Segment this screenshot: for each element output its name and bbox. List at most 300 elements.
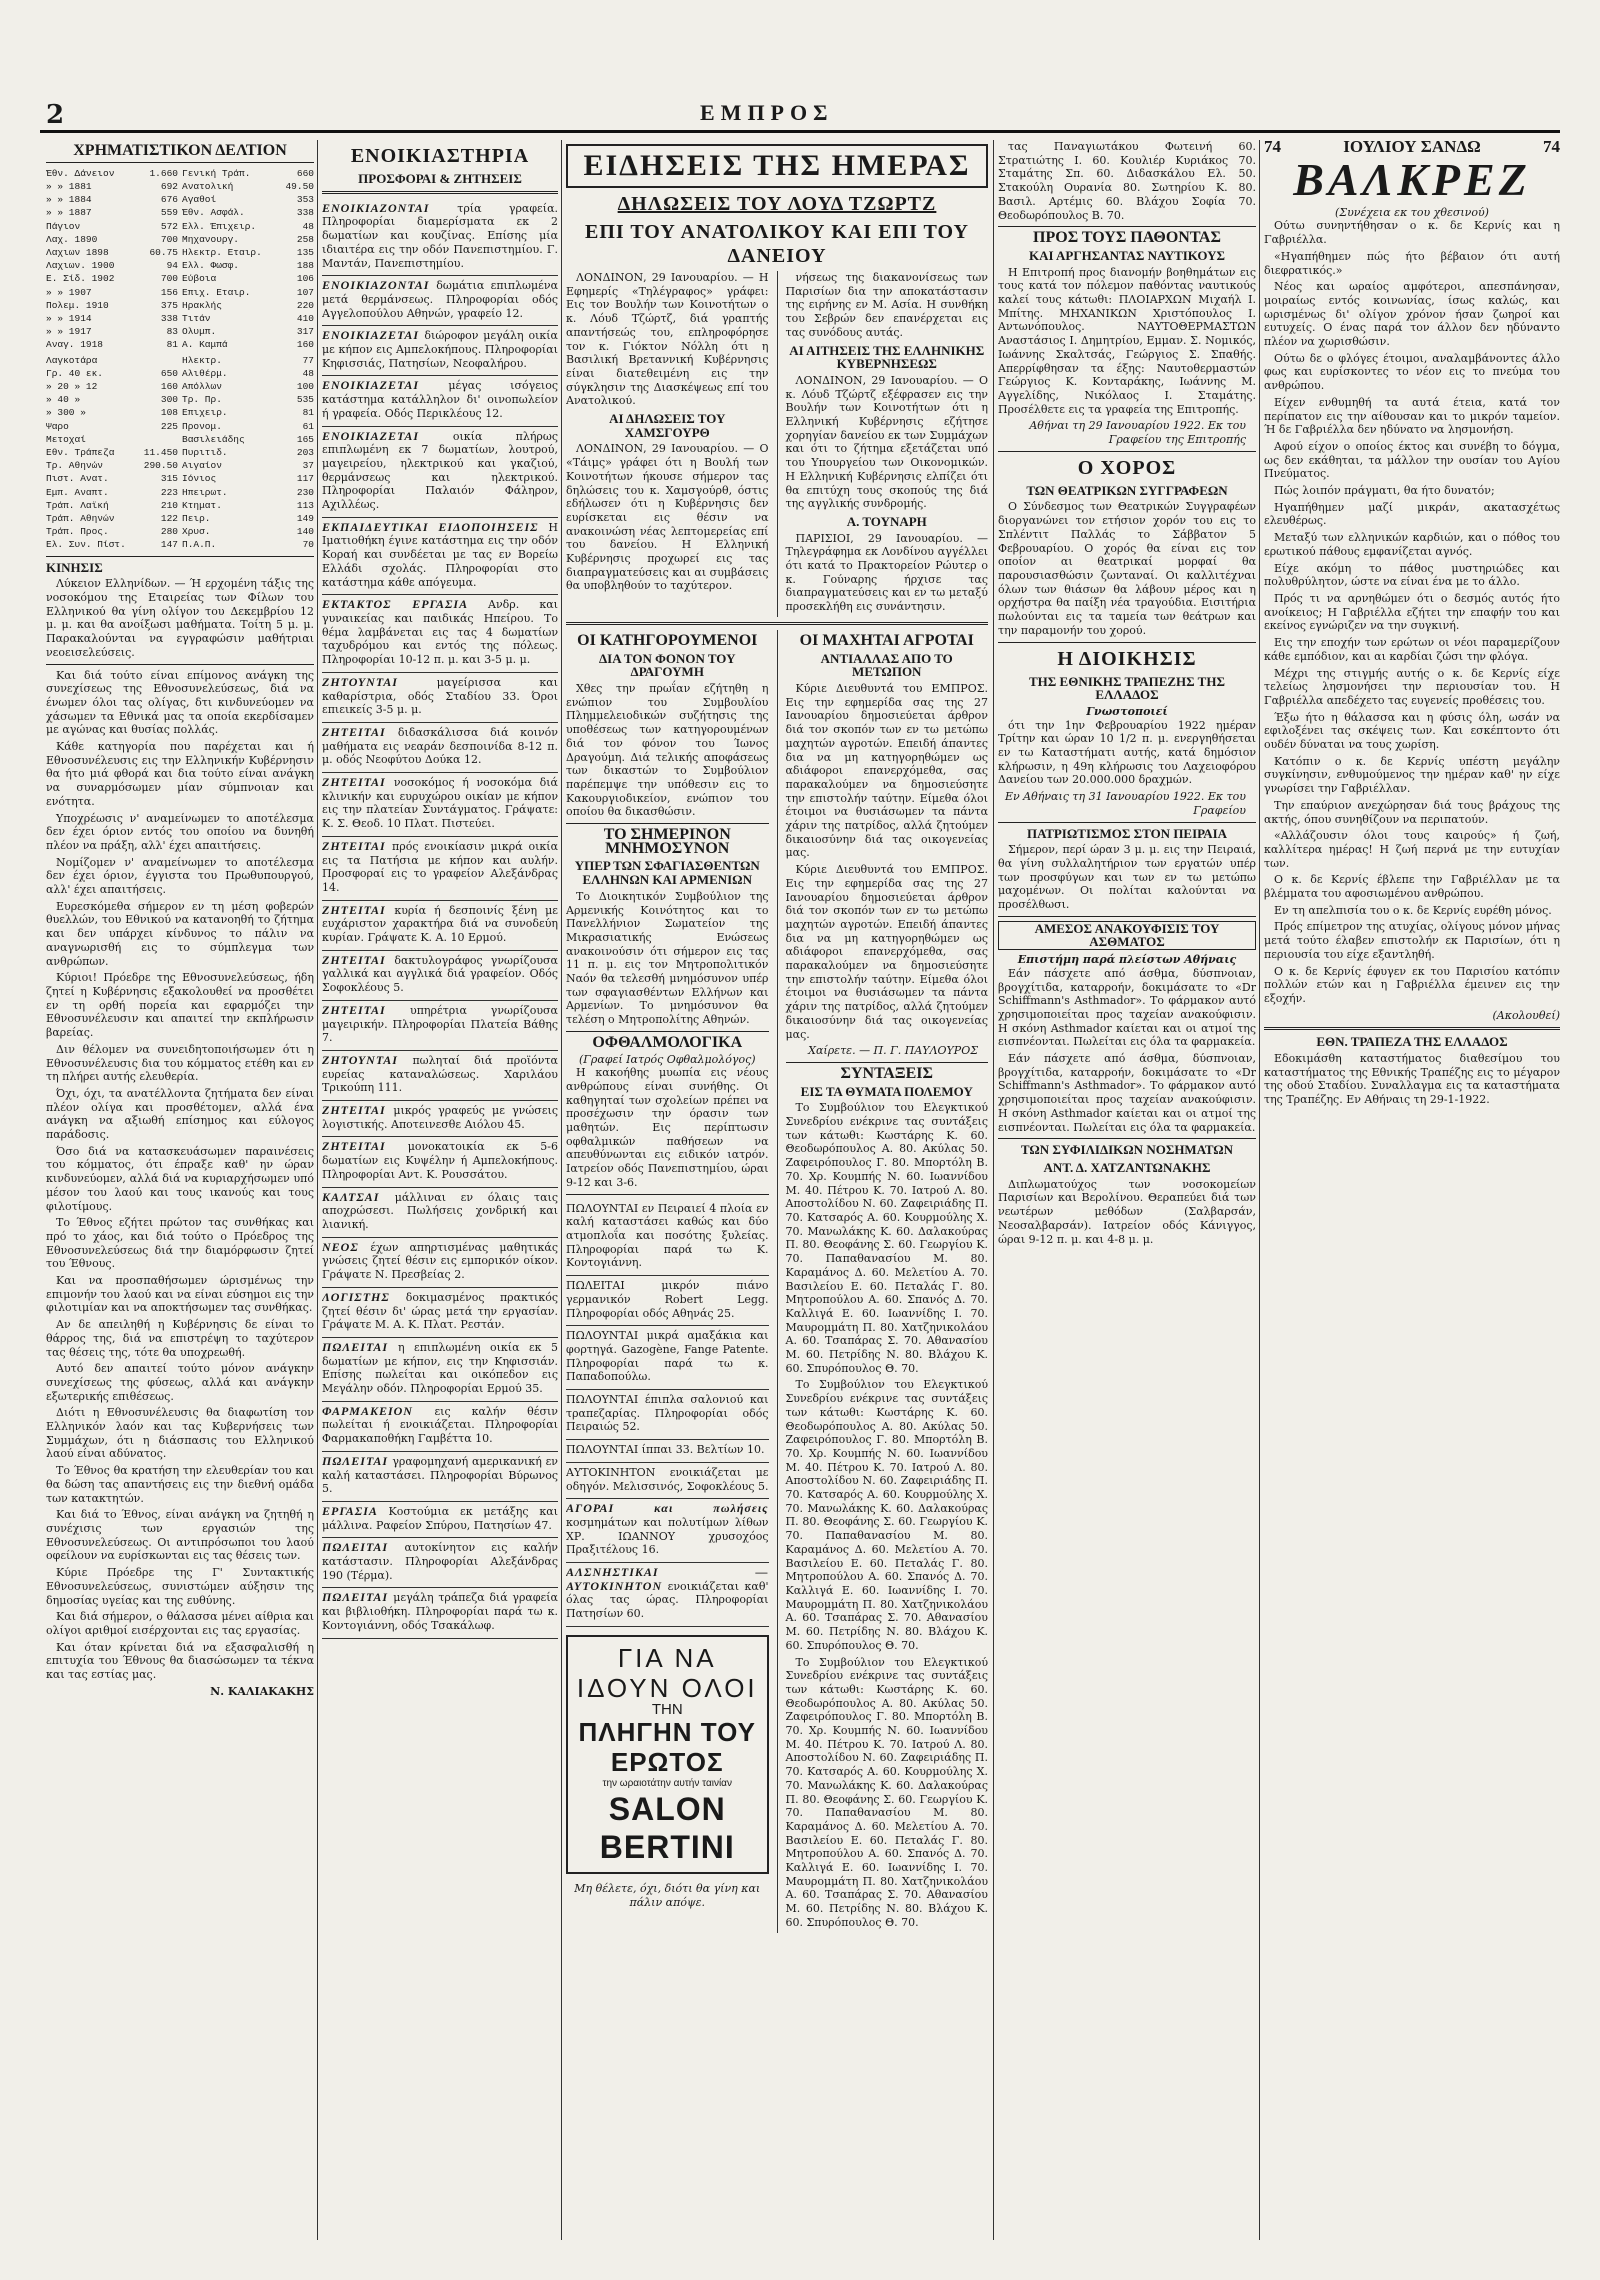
stock-row: [46, 180, 178, 193]
sailors-subtitle: ΚΑΙ ΑΡΓΗΣΑΝΤΑΣ ΝΑΥΤΙΚΟΥΣ: [1028, 247, 1226, 263]
news-classified-ad: ΠΩΛΕΙΤΑΙ μικρόν πιάνο γερμανικόν Robert Legg. Πληροφορίαι οδός Αθηνάς 25.: [566, 1276, 769, 1326]
stock-name: Τράπ. Αθηνών: [46, 512, 115, 524]
stock-row: [46, 246, 178, 259]
column-news: [566, 140, 988, 2240]
stock-row: [46, 393, 178, 406]
ball-subtitle: ΤΩΝ ΘΕΑΤΡΙΚΩΝ ΣΥΓΓΡΑΦΕΩΝ: [1026, 482, 1228, 498]
classifieds-subheading: ΠΡΟΣΦΟΡΑΙ & ΖΗΤΗΣΕΙΣ: [358, 171, 522, 186]
accused-subtitle: ΔΙΑ ΤΟΝ ΦΟΝΟΝ ΤΟΥ ΔΡΑΓΟΥΜΗ: [599, 650, 736, 680]
stock-row: [182, 180, 314, 193]
classified-ad: [322, 673, 558, 723]
serial-paragraph: «Ηγαπήθημεν πώς ήτο βέβαιον ότι αυτή διεφρατικός.»: [1264, 249, 1560, 277]
stock-row: [46, 338, 178, 351]
stock-name: » 300 »: [46, 407, 86, 419]
column-rule: [1259, 140, 1260, 2240]
masthead: [40, 100, 1560, 133]
serial-paragraph: Μεταξύ των ελληνικών καρδιών, και ο πόθος του ερωτικού πάθους εμφανίζεται αγνός.: [1264, 531, 1560, 558]
ad-keyword: ΖΗΤΕΙΤΑΙ: [322, 902, 395, 917]
ad-text: διδασκάλισσα διά κοινόν μαθήματα εις νεαράν δεσποινίδα 8-12 π. μ. οδός Νεοφύτου Δούκα 12.: [322, 725, 558, 767]
ad-keyword: ΖΗΤΕΙΤΑΙ: [322, 1139, 408, 1154]
stock-row: [46, 206, 178, 219]
memorial-subtitle: ΥΠΕΡ ΤΩΝ ΣΦΑΓΙΑΣΘΕΝΤΩΝ ΕΛΛΗΝΩΝ ΚΑΙ ΑΡΜΕΝΙΩΝ: [574, 858, 760, 888]
news-classified-ad: ΑΥΤΟΚΙΝΗΤΟΝ ενοικιάζεται με οδηγόν. Μελισσινός, Σοφοκλέους 5.: [566, 1463, 769, 1499]
news-classifieds: [566, 1199, 769, 1500]
ad-text: κυρία ή δεσποινίς ξένη με ευχάριστον χαρακτήρα διά να συνοδεύη κυρίαν. Γράψατε Κ. Α. 10 Ερμού.: [322, 903, 558, 945]
stock-price: 700: [160, 273, 178, 285]
news-classified-ad: ΠΩΛΟΥΝΤΑΙ έπιπλα σαλονιού και τραπεζαρίας. Πληροφορίαι οδός Πειραιώς 52.: [566, 1390, 769, 1440]
stock-name: Ηλεκτρ.: [182, 354, 222, 366]
stock-name: Πυριτιδ.: [182, 446, 228, 458]
stock-row: [182, 538, 314, 551]
stock-row: [182, 512, 314, 525]
stock-row: [46, 499, 178, 512]
stock-row: [46, 167, 178, 180]
serial-paragraph: Εν τη απελπισία του ο κ. δε Κερνίς ευρέθη μόνος.: [1274, 903, 1552, 917]
bank-notice-subtitle: ΤΗΣ ΕΘΝΙΚΗΣ ΤΡΑΠΕΖΗΣ ΤΗΣ ΕΛΛΑΔΟΣ: [1029, 673, 1225, 703]
stock-row: [46, 259, 178, 272]
ad-text: πωληταί διά προϊόντα ευρείας καταναλώσεως. Χαριλάου Τρικούπη 111.: [322, 1053, 558, 1095]
ad-text: διώροφον μεγάλη οικία με κήπον εις Αμπελοκήπους. Πληροφορίαι Κηφισσιάς, Πατησίων, Νεοφαλήρου.: [322, 329, 558, 370]
asthma-subtitle: Επιστήμη παρά πλείστων Αθήναις: [1017, 953, 1237, 967]
stock-name: Αιγαίον: [182, 460, 222, 472]
stock-price: 70: [302, 539, 314, 551]
editorial-paragraph: Το Έθνος θα κρατήση την ελευθερίαν του και θα δώση τας απαντήσεις εις την διεθνή ομάδα των κατακτητών.: [46, 1464, 314, 1505]
stock-row: [46, 367, 178, 380]
farmers-text-2: Κύριε Διευθυντά του ΕΜΠΡΟΣ. Εις την εφημερίδα σας της 27 Ιανουαρίου δημοσιεύεται άρθρον διά τον σκοπόν των εν τω μετώπω μαχητών αγροτών. Επειδή άπαντες δια να μη κατηγορηθώμεν ως αδιάφοροι επανερχόμεθα, σας παρακαλούμεν να δημοσιεύσητε την επιστολήν ταύτην. Είμεθα όλοι έτοιμοι να θυσιάσωμεν τα πάντα χάριν της πατρίδος, αλλά ζητούμεν δικαιοσύνην διά τας οικογενείας μας.: [785, 863, 988, 1041]
bank-notice-title: Η ΔΙΟΙΚΗΣΙΣ: [1057, 647, 1197, 670]
stock-row: [182, 472, 314, 485]
stock-name: Μηχανουργ.: [182, 233, 240, 245]
stock-name: Ελ. Συν. Πίστ.: [46, 539, 126, 551]
sailors-title: ΠΡΟΣ ΤΟΥΣ ΠΑΘΟΝΤΑΣ: [1033, 229, 1221, 247]
ad-text: δακτυλογράφος γνωρίζουσα γαλλικά και αγγλικά διά γραφείον. Οδός Σοφοκλέους 5.: [322, 953, 558, 995]
column-financial: [46, 140, 314, 2240]
news-classified-ad: ΠΩΛΟΥΝΤΑΙ εν Πειραιεί 4 πλοία εν καλή καταστάσει καθώς και δύο ατμοπλοΐα και ποσότης ξυλείας. Πληροφορίαι παρά τω Κ. Κοντογιάννη.: [566, 1199, 769, 1277]
editorial-paragraph: Και διά το Έθνος, είναι ανάγκη να ζητηθή η συνέχισις των εργασιών της Εθνοσυνελεύσεως. Οι αντιπρόσωποι του λαού οφείλουν να ευρίσκωνται εις τας θέσεις των.: [46, 1508, 314, 1563]
editorial-paragraph: Ευρεσκόμεθα σήμερον εν τη μέση φοβερών θυελλών, του Εθνικού να κατανοηθή το ζήτημα και δεν υπάρχει κίνδυνος το πάλιν να αναγνωρισθή εις το σύμπλεγμα των ανθρώπων.: [46, 899, 314, 968]
serial-paragraph: Πώς λοιπόν πράγματι, θα ήτο δυνατόν;: [1274, 484, 1495, 498]
kinisis-heading: ΚΙΝΗΣΙΣ: [46, 559, 103, 575]
stock-price: 650: [160, 367, 178, 379]
stock-row: [182, 380, 314, 393]
stock-price: 61: [302, 420, 314, 432]
stock-name: Προνομ.: [182, 420, 222, 432]
stock-name: » » 1887: [46, 207, 92, 219]
stock-price: 37: [302, 460, 314, 472]
serial-author: ΙΟΥΛΙΟΥ ΣΑΝΔΩ: [1343, 140, 1481, 156]
serial-paragraph: Πρός επίμετρον της ατυχίας, ολίγους μόνον μήνας μετά τούτο έλαβεν επιστολήν εκ Παρισίων, ότι η περιουσία του είχε εξαντληθή.: [1264, 920, 1560, 961]
stock-price: 81: [166, 339, 178, 351]
stock-price: 122: [160, 512, 178, 524]
stock-name: Κτηματ.: [182, 499, 222, 511]
patriotism-title: ΠΑΤΡΙΩΤΙΣΜΟΣ ΣΤΟΝ ΠΕΙΡΑΙΑ: [1026, 825, 1228, 841]
serial-paragraph: Είχε ακόμη το πάθος μυστηριώδες και πολυθρύλητον, ώστε να είναι ένα με το άλλο.: [1264, 561, 1560, 589]
editorial-paragraph: Νομίζομεν ν' αναμείνωμεν το αποτέλεσμα δεν έχει όριον, έγγιστα του Πρωθυπουργού, αλλ' έχει απαιτήσεις.: [46, 855, 314, 897]
stock-row: [46, 299, 178, 312]
stock-name: Πάγιον: [46, 220, 81, 232]
stock-price: 81: [302, 407, 314, 419]
stock-price: 572: [160, 220, 178, 232]
stock-price: 11.450: [143, 446, 178, 458]
classified-ad: [322, 1588, 558, 1638]
stock-name: » » 1907: [46, 286, 92, 298]
stock-name: » » 1914: [46, 312, 92, 324]
serial-left-number: 74: [1264, 140, 1281, 156]
stock-name: Εμπ. Αναπτ.: [46, 486, 109, 498]
ad-keyword: ΠΩΛΕΙΤΑΙ: [322, 1453, 393, 1468]
stock-price: 290.50: [143, 460, 178, 472]
ad-text: Ανδρ. και γυναικείας και παιδικάς Ηπείρου. Το θέμα λαμβάνεται εις τας 4 δωματίων ταχυδρόμου και εντός της πόλεως. Πληροφορίαι 10-12 π. μ. και 3-5 μ. μ.: [322, 598, 558, 667]
stock-name: Αλιθέρμ.: [182, 367, 228, 379]
news-paragraph: ΛΟΝΔΙΝΟΝ, 29 Ιανουαρίου. — Η Εφημερίς «Τηλέγραφος» γράφει: Εις τον Βουλήν των Κοινοτήτων ο κ. Λόυδ Τζώρτζ, διά γραπτής απαντήσεώς του, επληροφόρησε τον κ. Γιόκτον Νόλλη ότι η Βασιλική Βρεταννική Κυβέρνησις είναι διατεθειμένη εις την σύγκλησιν της Διασκέψεως επί του Ανατολικού.: [566, 271, 769, 408]
memorial-text: Το Διοικητικόν Συμβούλιον της Αρμενικής Κοινότητος και το Πανελλήνιον Σωματείον της Μικρασιατικής Ενώσεως ανακοινούσιν ότι σήμερον εις τας 11 π. μ. εις τον Μητροπολιτικόν Ναόν θα τελεσθή μνημόσυνον υπέρ των σφαγιασθέντων Ελλήνων και Αρμενίων. Το μνημόσυνον θα τελέση ο Μητροπολίτης Αθηνών.: [566, 889, 769, 1027]
stock-price: 220: [296, 299, 314, 311]
serial-paragraph: «Αλλάζουσιν όλοι τους καιρούς» ή ζωή, καλλίτερα ημέρας! Η ζωή περνά με την ευτυχίαν των.: [1264, 829, 1560, 870]
stock-table-2: [46, 354, 314, 552]
stock-row: [182, 525, 314, 538]
stock-name: Αναγ. 1918: [46, 339, 104, 351]
editorial-paragraph: Και να προσπαθήσωμεν ώρισμένως την επιμονήν του λαού και να είναι εύσημοι εις την φιλοτιμίαν και να αποκτήσωμεν τας συνθήκας.: [46, 1274, 314, 1315]
column-rule: [561, 140, 562, 2240]
serial-header: [1264, 140, 1560, 154]
stock-row: [182, 272, 314, 285]
ad-keyword: ΚΑΛΤΣΑΙ: [322, 1189, 395, 1204]
pensions-subtitle: ΕΙΣ ΤΑ ΘΥΜΑΤΑ ΠΟΛΕΜΟΥ: [800, 1083, 973, 1099]
stock-row: [182, 420, 314, 433]
classified-ad: [322, 1238, 558, 1288]
stock-row: [46, 446, 178, 459]
ad-keyword: ΕΝΟΙΚΙΑΖΟΝΤΑΙ: [322, 278, 437, 293]
stock-row: [182, 299, 314, 312]
ad-text: δωμάτια επιπλωμένα μετά θερμάνσεως. Πληροφορίαι οδός Αγγελοπούλου Αθηνών, γραφείο 12.: [322, 279, 558, 320]
stock-price: 140: [296, 526, 314, 538]
accused-text: Χθες την πρωΐαν εζήτηθη η ενώπιον του Συμβουλίου Πλημμελειοδικών συζήτησις της υποθέσεως των κατηγορουμένων διά τον φόνον του Ίωνος Δραγούμη. Διά τελικής αποφάσεως των δικαστών το Συμβούλιον παρέπεμψε την υπόθεσιν εις το Κακουργιοδικείον, ενώπιον του οποίου θα δικασθώσιν.: [566, 681, 769, 819]
stock-row: [182, 167, 314, 180]
editorial-paragraph: Διότι η Εθνοσυνέλευσις θα διαφωτίση τον Ελληνικόν λαόν και τας Κυβερνήσεις των Συμμάχων, ότι η διάσπασις του Ελληνικού λαού είναι αδύνατος.: [46, 1406, 314, 1461]
stock-name: Εύβοια: [182, 273, 217, 285]
lead-left-text: [566, 271, 769, 617]
stock-name: Επιχ. Εταιρ.: [182, 286, 251, 298]
ad-keyword: ΕΡΓΑΣΙΑ: [322, 1503, 389, 1518]
stock-price: 692: [160, 180, 178, 192]
bank-notice-keyword: Γνωστοποιεί: [1086, 704, 1168, 718]
lead-title-2: ΕΠΙ ΤΟΥ ΑΝΑΤΟΛΙΚΟΥ ΚΑΙ ΕΠΙ ΤΟΥ ΔΑΝΕΙΟΥ: [585, 221, 969, 267]
ad-text: Κοστούμια εκ μετάξης και μάλλινα. Ραφείον Σπύρου, Πατησίων 47.: [322, 1504, 558, 1532]
column-rule: [317, 140, 318, 2240]
editorial-body: [46, 669, 314, 1682]
stock-row: [182, 459, 314, 472]
serial-paragraph: Ο κ. δε Κερνίς έβλεπε την Γαβριέλλαν με τα βλέμματα του αφοσιωμένου ανθρώπου.: [1264, 873, 1560, 901]
stock-row: [46, 380, 178, 393]
ophthalmology-title: ΟΦΘΑΛΜΟΛΟΓΙΚΑ: [592, 1033, 743, 1051]
stock-name: Ψαρο: [46, 420, 69, 432]
bank-notice-signature: Εν Αθήναις τη 31 Ιανουαρίου 1922. Εκ του Γραφείου: [1004, 790, 1246, 817]
asthma-title: ΑΜΕΣΟΣ ΑΝΑΚΟΥΦΙΣΙΣ ΤΟΥ ΑΣΘΜΑΤΟΣ: [998, 921, 1256, 950]
pensions-text-2: Το Συμβούλιον του Ελεγκτικού Συνεδρίου ενέκρινε τας συντάξεις των κάτωθι: Κωστάρης Κ. 60. Θεοδωρόπουλος Α. 80. Ακύλας 50. Ζαφειρόπουλος Γ. 80. Μπορτόλη Β. 70. Χρ. Κουμπής Ν. 60. Ιωαννίδου Μ. 40. Πέτρου Κ. 70. Ιατρού Λ. 80. Αποστολίδου Ν. 60. Ζαφειριάδης Π. 70. Κατσαρός Α. 60. Κουρμούλης Χ. 70. Μανωλάκης Κ. 60. Δαλακούρας Π. 80. Θεοφάνης Σ. 60. Γεωργίου Κ. 70. Παπαθανασίου Μ. 80. Καραμάνος Δ. 60. Μελετίου Α. 70. Βασιλείου Ε. 60. Πεταλάς Γ. 80. Μητροπούλου Α. 60. Σπανός Δ. 70. Καλλιγά Ε. 60. Ιωαννίδης Ι. 70. Μαυρομμάτη Π. 80. Χατζηνικολάου Α. 60. Τσαπάρας Σ. 70. Αθανασίου Μ. 60. Πετρίδης Ν. 80. Βλάχου Κ. 60. Σπυρόπουλος Θ. 70.: [785, 1378, 988, 1652]
classifieds-heading: ΕΝΟΙΚΙΑΣΤΗΡΙΑ: [350, 145, 530, 167]
ad-keyword: ΕΝΟΙΚΙΑΖΕΤΑΙ: [322, 378, 449, 393]
stock-name: Ιόνιος: [182, 473, 217, 485]
stock-row: [46, 538, 178, 551]
news-paragraph: ΠΑΡΙΣΙΟΙ, 29 Ιανουαρίου. — Τηλεγράφημα εκ Λονδίνου αγγέλλει ότι κατά το Πρακτορείον Ρώυτερ ο κ. Γούναρης ήρχισε τας διαπραγματεύσεις και εν τω μεταξύ προσεκλήθη εις συνάντησιν.: [785, 531, 988, 614]
stock-price: 83: [166, 326, 178, 338]
stock-price: 258: [296, 233, 314, 245]
stock-name: » » 1917: [46, 326, 92, 338]
stock-row: [46, 220, 178, 233]
ad-text: μικρός γραφεύς με γνώσεις λογιστικής. Αποτεινεσθε Αιόλου 45.: [322, 1104, 558, 1131]
stock-price: 160: [160, 380, 178, 392]
stock-row: [182, 325, 314, 338]
stock-name: Έθν. Δάνειον: [46, 167, 115, 179]
bank-note-title: ΕΘΝ. ΤΡΑΠΕΖΑ ΤΗΣ ΕΛΛΑΔΟΣ: [1316, 1034, 1508, 1050]
ad-text: η επιπλωμένη οικία εκ 5 δωματίων με κήπον, εις την Κηφισσιάν. Επίσης πωλείται και οικόπεδον εις Μεγάλην οδόν. Πληροφορίαι Ερμού 35.: [322, 1340, 558, 1396]
stock-row: [182, 446, 314, 459]
classified-ad: [322, 1101, 558, 1137]
subheading: ΑΙ ΔΗΛΩΣΕΙΣ ΤΟΥ ΧΑΜΣΓΟΥΡΘ: [609, 411, 726, 440]
classified-ads-list: [322, 199, 558, 1639]
stock-price: 60.75: [149, 246, 178, 258]
stock-price: 48: [302, 220, 314, 232]
stock-row: [182, 338, 314, 351]
editorial-paragraph: Αν δε απειληθή η Κυβέρνησις δε είναι το θάρρος της, διά να επιστρέψη το ταχύτερον τας θέσεις της, τότε θα υποχρεωθή.: [46, 1318, 314, 1359]
serial-continuation: (Συνέχεια εκ του χθεσινού): [1335, 205, 1489, 219]
column-notices: [998, 140, 1256, 2240]
classified-ad: [322, 276, 558, 326]
stock-row: [46, 312, 178, 325]
classified-ad: [322, 723, 558, 773]
ad-keyword: ΠΩΛΕΙΤΑΙ: [322, 1540, 405, 1555]
ophthalmology-subtitle: (Γραφεί Ιατρός Οφθαλμολόγος): [578, 1052, 756, 1066]
classified-ad: [322, 376, 558, 426]
auto-ad: ΑΛΣΝΗΣΤΙΚΑΙ — ΑΥΤΟΚΙΝΗΤΟΝ ενοικιάζεται καθ' όλας τας ώρας. Πληροφορίαι Πατησίων 60.: [566, 1563, 769, 1627]
doctor-name: ΑΝΤ. Δ. ΧΑΤΖΑΝΤΩΝΑΚΗΣ: [1043, 1160, 1211, 1175]
ad-keyword: ΝΕΟΣ: [322, 1239, 371, 1254]
bank-note-text: Εδοκιμάσθη καταστήματος διαθεσίμου του καταστήματος της Εθνικής Τραπέζης εις το μέγαρον της οδού Σταδίου. Συναλλαγμα εις τα καταστήματα της Τραπέζης. Εν Αθήναις τη 29-1-1922.: [1264, 1052, 1560, 1107]
stock-name: Λαχιων. 1900: [46, 260, 115, 272]
stock-price: 203: [296, 446, 314, 458]
notices-intro: τας Παναγιωτάκου Φωτεινή 60. Στρατιώτης Ι. 60. Κουλιέρ Κυριάκος 70. Σταμάτης Σπ. 60. Διδασκάλου Ελ. 50. Στακούλη Ουρανία 80. Σωτηρίου Κ. 80. Βασιλ. Αρτέμις 60. Βλάχου Σοφία 70. Θεοδωρόπουλος Β. 70.: [998, 140, 1256, 222]
serial-right-number: 74: [1542, 140, 1560, 156]
stock-row: [182, 433, 314, 446]
stock-name: Ε. Σίδ. 1902: [46, 273, 115, 285]
stock-row: [46, 286, 178, 299]
news-heading: ΕΙΔΗΣΕΙΣ ΤΗΣ ΗΜΕΡΑΣ: [566, 144, 988, 188]
editorial-paragraph: Κάθε κατηγορία που παρέχεται και ή Εθνοσυνέλευσις εις την Ελληνικήν Κυβέρνησιν θα ήτο μιά φθορά και δια τούτο είναι ανάγκη να συναρμόσωμεν μίαν σύμπνοιαν και ενότητα.: [46, 740, 314, 808]
pensions-title: ΣΥΝΤΑΞΕΙΣ: [840, 1064, 933, 1082]
stock-price: 353: [296, 194, 314, 206]
classified-ad: [322, 837, 558, 901]
ad-text: πρός ενοικίασιν μικρά οικία εις τα Πατήσια με κήπον και αυλήν. Προσφοραί εις το γραφείον Αλεξάνδρας 14.: [322, 839, 558, 894]
ad-text: τρία γραφεία. Πληροφορίαι διαμερίσματα εκ 2 δωματίων και κουζίνας. Επίσης μία ιδιαιτέρα εις την οδόν Πανεπιστημίου. Γ. Μαντάν, Πανεπιστημίου.: [322, 201, 558, 270]
farmers-text: Κύριε Διευθυντά του ΕΜΠΡΟΣ. Εις την εφημερίδα σας της 27 Ιανουαρίου δημοσιεύεται άρθρον διά τον σκοπόν των εν τω μετώπω μαχητών αγροτών. Επειδή άπαντες δια να μη κατηγορηθώμεν ως αδιάφοροι επανερχόμεθα, σας παρακαλούμεν να δημοσιεύσητε την επιστολήν ταύτην. Είμεθα όλοι έτοιμοι να θυσιάσωμεν τα πάντα χάριν της πατρίδος, αλλά ζητούμεν δικαιοσύνην διά τας οικογενείας μας.: [785, 681, 988, 860]
stock-name: Τράπ. Λαϊκή: [46, 499, 109, 511]
ad-keyword: ΠΩΛΕΙΤΑΙ: [322, 1590, 394, 1605]
stock-row: [46, 486, 178, 499]
editorial-paragraph: Αυτό δεν απαιτεί τούτο μόνον ανάγκην συνεχίσεως της φύσεως, αλλά και ανάγκην εξωτερικής επιθέσεως.: [46, 1362, 314, 1403]
editorial-paragraph: Κύριοι! Πρόεδρε της Εθνοσυνελεύσεως, ήδη ζητεί η Κυβέρνησις εξακολουθεί να προσθέτει εν τη ορθή πορεία και εφαρμόζει την Εθνοσυνέλευσιν και απαιτεί την εκπλήρωσιν βαρείας.: [46, 971, 314, 1040]
stock-price: 100: [296, 380, 314, 392]
classified-ad: [322, 773, 558, 837]
stock-name: Ηρακλής: [182, 299, 222, 311]
stock-row: [182, 259, 314, 272]
stock-name: Χρυσ.: [182, 526, 211, 538]
stock-price: 375: [160, 299, 178, 311]
stock-name: Π.Α.Π.: [182, 539, 217, 551]
stock-price: 338: [296, 207, 314, 219]
ad-text: έχων απηρτισμένας μαθητικάς γνώσεις ζητεί θέσιν εις εμπορικόν οίκον. Γράψατε Ν. Πρεσβείας 2.: [322, 1240, 558, 1282]
news-classified-ad: ΠΩΛΟΥΝΤΑΙ μικρά αμαξάκια και φορτηγά. Gazogène, Fange Patente. Πληροφορίαι παρά τω κ. Παπαδοπούλω.: [566, 1326, 769, 1390]
serial-title: ΒΑΛΚΡΕΖ: [1293, 153, 1531, 205]
stock-price: 48: [302, 367, 314, 379]
ad-keyword: ΕΚΠΑΙΔΕΥΤΙΚΑΙ ΕΙΔΟΠΟΙΗΣΕΙΣ: [322, 519, 549, 534]
classified-ad: [322, 1402, 558, 1452]
stock-price: 147: [160, 539, 178, 551]
ad-keyword: ΛΟΓΙΣΤΗΣ: [322, 1289, 406, 1304]
stock-row: [182, 233, 314, 246]
ad-text: μέγας ισόγειος κατάστημα κατάλληλον δι' οινοπωλείον ή γραφεία. Οδός Περικλέους 12.: [322, 379, 558, 420]
serial-paragraph: Νέος και ωραίος αμφότεροι, απεσπάνησαν, μοιραίως εντός κοινωνίας, ίσως καλώς, και ωρισμένως δι' ολίγον χρόνον ήσαν ζωηροί και ευτυχείς. Ο ένας παρά τον άλλον δεν ηδύναντο πλέον να χωρισθώσιν.: [1264, 280, 1560, 349]
serial-next: (Ακολουθεί): [1492, 1008, 1560, 1022]
farmers-signature: Χαίρετε. — Π. Γ. ΠΑΥΛΟΥΡΟΣ: [808, 1044, 978, 1058]
classified-ad: [322, 1137, 558, 1187]
stock-row: [182, 286, 314, 299]
stock-price: 135: [296, 246, 314, 258]
subheading: ΑΙ ΑΙΤΗΣΕΙΣ ΤΗΣ ΕΛΛΗΝΙΚΗΣ ΚΥΒΕΡΝΗΣΕΩΣ: [789, 342, 985, 372]
ad-keyword: ΖΗΤΕΙΤΑΙ: [322, 1002, 411, 1017]
stock-price: 700: [160, 233, 178, 245]
stock-row: [182, 354, 314, 367]
editorial-paragraph: Κύριε Πρόεδρε της Γ' Συντακτικής Εθνοσυνελεύσεως, συνιστώμεν αύξησιν της δημοσίας υγείας και της ευθύνης.: [46, 1566, 314, 1607]
stock-price: 113: [296, 499, 314, 511]
ad-text: οικία πλήρως επιπλωμένη εκ 7 δωματίων, λουτρού, μαγειρείου, ηλεκτρικού και γκαζιού, θερμάνσεως και ηλεκτρικού. Πληροφορίαι Παλαιόν Φάληρον, Αχιλλέως.: [322, 429, 558, 512]
stock-row: [182, 486, 314, 499]
classified-ad: [322, 595, 558, 673]
ad-text: μεγάλη τράπεζα διά γραφεία και βιβλιοθήκη. Πληροφορίαι παρά τω κ. Κοντογιάννη, οδός Τσακάλωφ.: [322, 1591, 558, 1632]
editorial-paragraph: Το Έθνος εζήτει πρώτον τας συνθήκας και πρό το χάος, και διά τούτο ο Πρόεδρος της Εθνοσυνελεύσεως διά την διαμόρφωσιν ζητεί του Έθνους.: [46, 1216, 314, 1271]
paper-name: ΕΜΠΡΟΣ: [700, 100, 834, 125]
ad-text: μονοκατοικία εκ 5-6 δωματίων εις Κυψέλην ή Αμπελοκήπους. Πληροφορίαι Αντ. Κ. Ρουσσάτου.: [322, 1140, 558, 1181]
page-number: 2: [46, 100, 65, 130]
ad-keyword: ΕΚΤΑΚΤΟΣ ΕΡΓΑΣΙΑ: [322, 597, 489, 612]
stock-price: 108: [160, 407, 178, 419]
editorial-paragraph: Και διά τούτο είναι επίμονος ανάγκη της συνεχίσεως της Εθνοσυνελεύσεως, διά να ένωμεν όλοι τας ολίγας, δτι κινδυνεύομεν να χάσωμεν τα Εθνικά μας τα οποία εκερδίσαμεν με αγώνας και θυσίας πολλάς.: [46, 668, 314, 737]
stock-name: Τράπ. Προς.: [46, 526, 109, 538]
asthma-text-2: Εάν πάσχετε από άσθμα, δύσπνοιαν, βρογχίτιδα, καταρροήν, δοκιμάσατε το «Dr Schiffmann's Asthmador». Το φάρμακον αυτό χρησιμοποιείται προς ταχείαν ανακούφισιν. Η σκόνη Asthmador καίεται και οι ατμοί της εισπνέονται. Πωλείται εις όλα τα φαρμακεία.: [998, 1052, 1256, 1134]
stock-name: Λαχ. 1890: [46, 233, 98, 245]
stock-row: [182, 406, 314, 419]
editorial-paragraph: Όχι, όχι, τα ανατέλλοντα ζητήματα δεν είναι πλέον ολίγα και προσθέτομεν, αλλά ένα ανάγκη να αξιωθή επίσημος και εύλογος παράδοσις.: [46, 1086, 314, 1142]
serial-paragraph: Μέχρι της στιγμής αυτής ο κ. δε Κερνίς είχε τελείως λησμονήσει την περιουσίαν του. Η Γαβριέλλα απεδέχετο τας ευγενείς προθέσεις του.: [1264, 666, 1560, 707]
ad-keyword: ΦΑΡΜΑΚΕΙΟΝ: [322, 1403, 435, 1418]
farmers-title: ΟΙ ΜΑΧΗΤΑΙ ΑΓΡΟΤΑΙ: [799, 631, 974, 649]
asthma-text: Εάν πάσχετε από άσθμα, δύσπνοιαν, βρογχίτιδα, καταρροήν, δοκιμάσατε το «Dr Schiffmann's Asthmador». Το φάρμακον αυτό χρησιμοποιείται προς ταχείαν ανακούφισιν. Η σκόνη Asthmador καίεται και οι ατμοί της εισπνέονται. Πωλείται εις όλα τα φαρμακεία.: [998, 966, 1256, 1049]
news-paragraph: νήσεως της διακανονίσεως των Παρισίων δια την αποκατάστασιν της ειρήνης εν Μ. Ασία. Η συνθήκη του Σεβρών δεν επανέρχεται εις τας συνόδους αυτάς.: [785, 271, 988, 339]
patriotism-text: Σήμερον, περί ώραν 3 μ. μ. εις την Πειραιά, θα γίνη συλλαλητήριον των εργατών υπέρ των προσφύγων και των εν τω μετώπω μαχομένων. Οι πολίται καλούνται να προσέλθωσι.: [998, 843, 1256, 912]
column-rule: [993, 140, 994, 2240]
stock-name: » » 1881: [46, 180, 92, 192]
editorial-paragraph: Και διά σήμερον, ο θάλασσα μένει αίθρια και ολίγοι αριθμοί εισέρχονται εις τας εργασίας.: [46, 1610, 314, 1637]
stock-price: 660: [296, 167, 314, 179]
classified-ad: [322, 1452, 558, 1502]
sailors-signature: Αθήναι τη 29 Ιανουαρίου 1922. Εκ του Γραφείου της Επιτροπής: [1029, 419, 1246, 447]
accused-title: ΟΙ ΚΑΤΗΓΟΡΟΥΜΕΝΟΙ: [577, 631, 758, 649]
stock-row: [182, 193, 314, 206]
stock-price: 317: [296, 326, 314, 338]
column-serial: [1264, 140, 1560, 2240]
stock-table: [46, 167, 314, 352]
doctor-title: ΤΩΝ ΣΥΦΙΛΙΔΙΚΩΝ ΝΟΣΗΜΑΤΩΝ: [1020, 1142, 1234, 1158]
stock-price: 156: [160, 286, 178, 298]
ad-text: μαγείρισσα και καθαρίστρια, οδός Σταδίου 33. Όροι επιεικείς 3-5 μ. μ.: [322, 675, 558, 717]
stock-name: Ηλεκτρ. Εταιρ.: [182, 246, 262, 258]
kinisis-text: Λύκειον Ελληνίδων. — Ή ερχομένη τάξις της νοσοκόμου της Εταιρείας των Φίλων του Ελληνικού θα γίνη ολίγον του Δεκεμβρίου 12 μ. μ. και θα ανοίξωσι μαθήματα. Τοίτη 5 μ. μ. Παρακαλούνται να εγγραφώσιν μαθήτριαι νεοεισελεύσεις.: [46, 577, 314, 659]
stock-row: [46, 272, 178, 285]
stock-row: [182, 393, 314, 406]
ad-text: αυτοκίνητον εις καλήν κατάστασιν. Πληροφορίαι Αλεξάνδρας 190 (Τέρμα).: [322, 1541, 558, 1582]
stock-name: Ελλ. Έπιχειρ.: [182, 220, 257, 232]
stock-name: » 40 »: [46, 394, 81, 406]
ad-text: δοκιμασμένος πρακτικός ζητεί θέσιν δι' ώρας μετά την εργασίαν. Γράψατε Μ. Α. Κ. Πλατ. Ρεστάν.: [322, 1290, 558, 1332]
stock-row: [46, 420, 178, 433]
ad-keyword: ΖΗΤΕΙΤΑΙ: [322, 775, 394, 790]
stock-row: [182, 220, 314, 233]
stock-row: [46, 472, 178, 485]
classified-ad: [322, 901, 558, 951]
financial-bulletin-heading: ΧΡΗΜΑΤΙΣΤΙΚΟΝ ΔΕΛΤΙΟΝ: [73, 142, 287, 159]
stock-name: » » 1884: [46, 194, 92, 206]
stock-name: Λαγκοτάρα: [46, 354, 98, 366]
ball-title: Ο ΧΟΡΟΣ: [1077, 456, 1177, 479]
stock-price: 225: [160, 420, 178, 432]
stock-name: Ολυμπ.: [182, 326, 217, 338]
stock-price: 315: [160, 473, 178, 485]
stock-name: Τιτάν: [182, 312, 211, 324]
stock-name: Γρ. 40 εκ.: [46, 367, 104, 379]
ad-keyword: ΖΗΤΟΥΝΤΑΙ: [322, 1052, 413, 1067]
stock-price: 1.660: [149, 167, 178, 179]
serial-body: [1264, 219, 1560, 1005]
ad-text: εις καλήν θέσιν πωλείται ή ενοικιάζεται. Πληροφορίαι Φαρμακαποθήκη Γαμβέττα 10.: [322, 1404, 558, 1446]
serial-paragraph: Ούτω συνηντήθησαν ο κ. δε Κερνίς και η Γαβριέλλα.: [1264, 219, 1560, 247]
stock-price: 559: [160, 207, 178, 219]
ad-keyword: ΖΗΤΕΙΤΑΙ: [322, 952, 395, 967]
stock-price: 49.50: [285, 180, 314, 192]
ad-keyword: ΖΗΤΟΥΝΤΑΙ: [322, 674, 437, 689]
stock-name: Πολεμ. 1910: [46, 299, 109, 311]
stock-price: 165: [296, 433, 314, 445]
serial-paragraph: Την επαύριον ανεχώρησαν διά τους βράχους της ακτής, όπου συνηθίζουν να περιπατούν.: [1264, 798, 1560, 826]
bank-notice-text: ότι την 1ην Φεβρουαρίου 1922 ημέραν Τρίτην και ώραν 10 1/2 π. μ. ενεργηθήσεται εν τω Καταστήματι αυτής, κατά δημόσιον κλήρωσιν, η 49η κλήρωσις του Λαχειοφόρου Δανείου των 20.000.000 δραχμών.: [998, 718, 1256, 787]
serial-paragraph: Κατόπιν ο κ. δε Κερνίς υπέστη μεγάλην συγκίνησιν, ενθυμούμενος την ημέραν καθ' ην είχε γνωρίσει την Γαβριέλλαν.: [1264, 754, 1560, 796]
stock-price: 338: [160, 312, 178, 324]
classified-ad: [322, 1001, 558, 1051]
stock-name: Μετοχαί: [46, 433, 86, 445]
stock-row: [182, 499, 314, 512]
stock-row: [46, 459, 178, 472]
editorial-paragraph: Όσο διά να κατασκευάσωμεν παραινέσεις του κόμματος, ότι έπραξε καθ' ην ώραν κινδυνεύομεν, αλλά διά να κυριαρχήσωμεν υπό μέσον του λαού και τους ικανούς και τους φιλοτίμους.: [46, 1144, 314, 1213]
stock-name: Πιστ. Ανατ.: [46, 473, 109, 485]
stock-name: Πειρ.: [182, 512, 211, 524]
stock-name: Εθν. Τράπεζα: [46, 446, 115, 458]
stock-row: [46, 512, 178, 525]
serial-paragraph: Ηγαπήθημεν μαζί μικράν, ακατασχέτως ελευθέρως.: [1264, 500, 1560, 528]
serial-paragraph: Ούτω δε ο φλόγες έτοιμοι, αναλαμβάνοντες άλλο φως και ευρίσκοντες το νέον εις το πνεύμα του ανθρώπου.: [1264, 351, 1560, 393]
ad-keyword: ΖΗΤΕΙΤΑΙ: [322, 1103, 394, 1118]
ad-text: νοσοκόμος ή νοσοκόμα διά κλινικήν και ευρυχώρου οικίαν με κήπον εις την πλατείαν Συντάγματος. Γράψατε: Κ. Σ. Θεοδ. 10 Πλατ. Πιστεύει.: [322, 776, 558, 831]
pensions-text: Το Συμβούλιον του Ελεγκτικού Συνεδρίου ενέκρινε τας συντάξεις των κάτωθι: Κωστάρης Κ. 60. Θεοδωρόπουλος Α. 80. Ακύλας 50. Ζαφειρόπουλος Γ. 80. Μπορτόλη Β. 70. Χρ. Κουμπής Ν. 60. Ιωαννίδου Μ. 40. Πέτρου Κ. 70. Ιατρού Λ. 80. Αποστολίδου Ν. 60. Ζαφειριάδης Π. 70. Κατσαρός Α. 60. Κουρμούλης Χ. 70. Μανωλάκης Κ. 60. Δαλακούρας Π. 80. Θεοφάνης Σ. 60. Γεωργίου Κ. 70. Παπαθανασίου Μ. 80. Καραμάνος Δ. 60. Μελετίου Α. 70. Βασιλείου Ε. 60. Πεταλάς Γ. 80. Μητροπούλου Α. 60. Σπανός Δ. 70. Καλλιγά Ε. 60. Ιωαννίδης Ι. 70. Μαυρομμάτη Π. 80. Χατζηνικολάου Α. 60. Τσαπάρας Σ. 70. Αθανασίου Μ. 60. Πετρίδης Ν. 80. Βλάχου Κ. 60. Σπυρόπουλος Θ. 70.: [785, 1101, 988, 1375]
stock-row: [46, 433, 178, 446]
stock-price: 223: [160, 486, 178, 498]
